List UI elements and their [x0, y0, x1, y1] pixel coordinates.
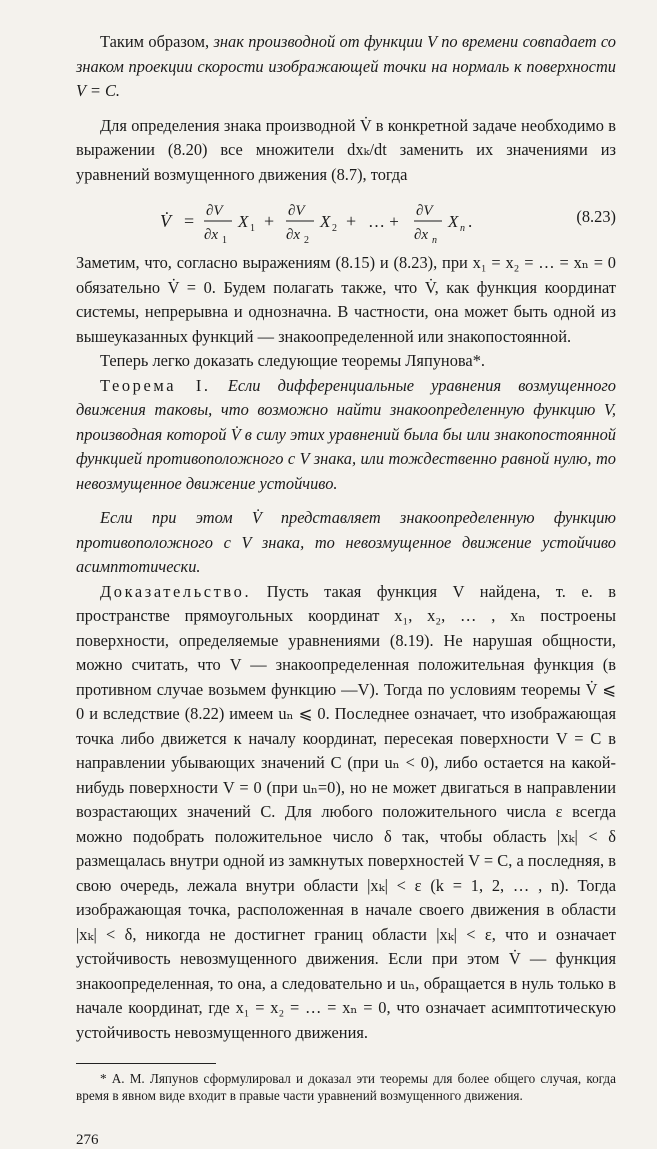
eq-numerator-1: ∂V: [206, 203, 223, 219]
paragraph-lyapunov-intro: Теперь легко доказать следующие теоремы Ляпунова*.: [100, 351, 485, 370]
eq-x1: X: [238, 212, 249, 231]
conclusion-italic: знак производной от функции V по времени совпадает со знаком проекции скорости изображающей точки на нормаль к поверхности V = C.: [76, 32, 616, 100]
paragraph-theorem-1: [76, 374, 616, 497]
proof-text: Пусть такая функция V найдена, т. е. в пространстве прямоугольных координат x₁, x₂, … , xₙ построены поверхности, определяемые уравнениями (8.19). Не нарушая общности, можно считать, что V — знакоопределенная положительная функция (в противном случае возьмем функцию —V). Тогда по условиям теоремы V̇ ⩽ 0 и вследствие (8.22) имеем uₙ ⩽ 0. Последнее означает, что изображающая точка либо движется к началу координат, пересекая поверхности V = C в направлении убывающих значений C (при uₙ < 0), либо остается на какой-нибудь поверхности V = 0 (при uₙ=0), но не может двигаться в направлении возрастающих значений C. Для любого положительного числа ε всегда можно подобрать положительное число δ так, чтобы область |xₖ| < δ размещалась внутри одной из замкнутых поверхностей V = C, а последняя, в свою очередь, лежала внутри области |xₖ| < ε (k = 1, 2, … , n). Тогда изображающая точка, расположенная в начале своего движения в области |xₖ| < δ, никогда не достигнет границ области |xₖ| < ε, что и означает устойчивость невозмущенного движения. Если при этом V̇ — функция знакоопределенная, то она, а следовательно и uₙ, обращается в нуль только в начале координат, где x₁ = x₂ = … = xₙ = 0, что означает асимптотическую устойчивость невозмущенного движения.: [76, 581, 616, 1042]
eq-denominator-sub-1: 1: [222, 235, 227, 246]
theorem-label: Теорема I.: [100, 375, 211, 395]
eq-numerator-n: ∂V: [416, 203, 433, 219]
paragraph-theorem-asymptotic: Если при этом V̇ представляет знакоопределенную функцию противоположного с V знака, то невозмущенное движение устойчиво асимптотически.: [76, 508, 616, 576]
theorem-statement: Если дифференциальные уравнения возмущенного движения таковы, что возможно найти знакоопределенную функцию V, производная которой V̇ в силу этих уравнений была бы или знакопостоянной функцией противоположного с V знака, или тождественно равной нулю, то невозмущенное движение устойчиво.: [76, 375, 616, 493]
footnote-divider: [76, 1063, 216, 1064]
eq-x2-sub: 2: [332, 223, 337, 234]
footnote: * А. М. Ляпунов сформулировал и доказал эти теоремы для более общего случая, когда время в явном виде входит в правые части уравнений возмущенного движения.: [76, 1071, 616, 1103]
paragraph-proof: [76, 580, 616, 1046]
eq-equals: =: [184, 211, 195, 231]
eq-denominator-n: ∂x: [414, 227, 429, 243]
conclusion-lead: Таким образом,: [100, 32, 214, 51]
paragraph-conclusion: [76, 30, 616, 104]
proof-label: Доказательство.: [100, 581, 252, 601]
page-number: 276: [76, 1132, 99, 1148]
eq-x2: X: [320, 212, 331, 231]
eq-plus-2: +: [346, 211, 357, 231]
eq-denominator-2: ∂x: [286, 227, 301, 243]
equation-number: (8.23): [576, 207, 616, 226]
eq-denominator-sub-2: 2: [304, 235, 309, 246]
eq-plus-1: +: [264, 211, 275, 231]
eq-xn: X: [448, 212, 459, 231]
paragraph-sign-determination: Для определения знака производной V̇ в конкретной задаче необходимо в выражении (8.20) все множители dxₖ/dt заменить их значениями из уравнений возмущенного движения (8.7), тогда: [76, 115, 616, 184]
eq-denominator-1: ∂x: [204, 227, 219, 243]
equation-formula: [160, 193, 580, 251]
eq-final-dot: .: [468, 212, 473, 231]
page: [76, 30, 616, 1149]
eq-x1-sub: 1: [250, 223, 255, 234]
eq-lhs: V̇: [160, 211, 171, 231]
eq-xn-sub: n: [460, 223, 465, 234]
equation-8-23: [76, 189, 616, 251]
paragraph-remark: Заметим, что, согласно выражениям (8.15) и (8.23), при x₁ = x₂ = … = xₙ = 0 обязательно V̇ = 0. Будем полагать также, что V̇, как функция координат системы, непрерывна и однозначна. В частности, она может быть одной из вышеуказанных функций — знакоопределенной или знакопостоянной.: [76, 253, 616, 346]
eq-numerator-2: ∂V: [288, 203, 305, 219]
eq-denominator-sub-n: n: [432, 235, 437, 246]
eq-ellipsis: … +: [368, 212, 399, 231]
